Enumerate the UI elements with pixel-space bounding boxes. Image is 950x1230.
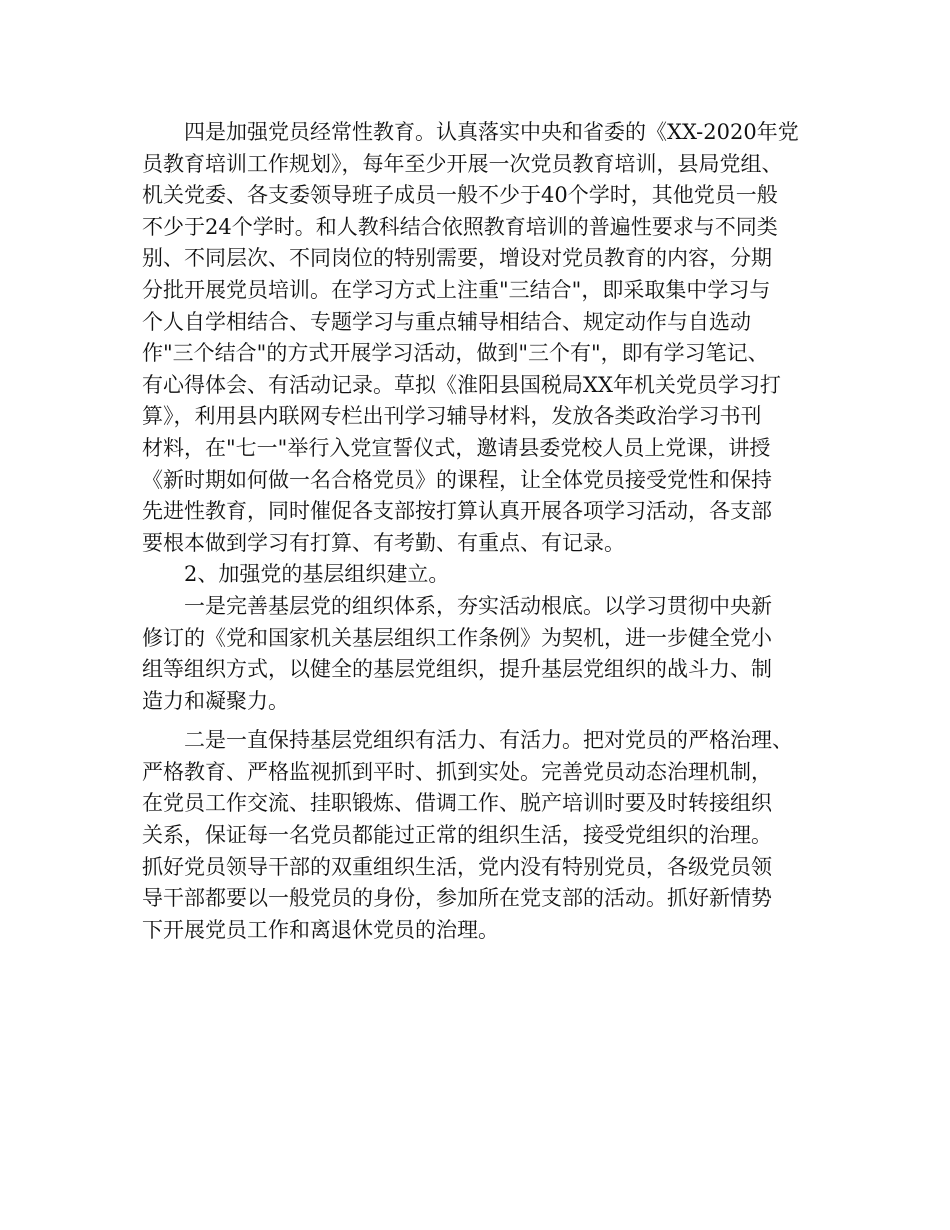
text-line: 关系，保证每一名党员都能过正常的组织生活，接受党组织的治理。	[142, 823, 772, 848]
text-line: 抓好党员领导干部的双重组织生活，党内没有特别党员，各级党员领	[142, 854, 772, 879]
text-line: 在党员工作交流、挂职锻炼、借调工作、脱产培训时要及时转接组织	[142, 791, 772, 816]
text-line: 造力和凝聚力。	[142, 688, 289, 713]
text-line: 材料，在"七一"举行入党宣誓仪式，邀请县委党校人员上党课，讲授	[142, 435, 771, 460]
text-line: 修订的《党和国家机关基层组织工作条例》为契机，进一步健全党小	[142, 625, 772, 650]
document-body	[142, 117, 832, 946]
text-line: 别、不同层次、不同岗位的特别需要，增设对党员教育的内容，分期	[142, 246, 772, 271]
paragraph-organization-system	[142, 591, 832, 717]
paragraph-party-education	[142, 117, 832, 559]
text-line: 个人自学相结合、专题学习与重点辅导相结合、规定动作与自选动	[142, 309, 751, 334]
text-line: 作"三个结合"的方式开展学习活动，做到"三个有"，即有学习笔记、	[142, 341, 769, 366]
text-line: 要根本做到学习有打算、有考勤、有重点、有记录。	[142, 530, 625, 555]
text-line: 一是完善基层党的组织体系，夯实活动根底。以学习贯彻中央新	[184, 593, 772, 618]
text-line: 四是加强党员经常性教育。认真落实中央和省委的《XX-2020年党	[184, 120, 799, 144]
text-line: 导干部都要以一般党员的身份，参加所在党支部的活动。抓好新情势	[142, 886, 772, 911]
paragraph-organization-vitality	[142, 725, 832, 946]
text-line: 有心得体会、有活动记录。草拟《淮阳县国税局XX年机关党员学习打	[142, 372, 781, 397]
text-line: 《新时期如何做一名合格党员》的课程，让全体党员接受党性和保持	[142, 467, 772, 492]
text-line: 下开展党员工作和离退休党员的治理。	[142, 917, 499, 942]
section-heading: 2、加强党的基层组织建立。	[184, 562, 450, 587]
text-line: 员教育培训工作规划》，每年至少开展一次党员教育培训，县局党组、	[142, 151, 783, 176]
text-line: 组等组织方式，以健全的基层党组织，提升基层党组织的战斗力、制	[142, 657, 772, 682]
text-line: 严格教育、严格监视抓到平时、抓到实处。完善党员动态治理机制，	[142, 759, 772, 784]
section-heading-grassroots	[142, 559, 832, 591]
paragraph-gap	[142, 717, 832, 725]
text-line: 算》，利用县内联网专栏出刊学习辅导材料，发放各类政治学习书刊	[142, 404, 762, 429]
text-line: 分批开展党员培训。在学习方式上注重"三结合"，即采取集中学习与	[142, 277, 771, 302]
text-line: 不少于24个学时。和人教科结合依照教育培训的普遍性要求与不同类	[142, 214, 778, 239]
text-line: 二是一直保持基层党组织有活力、有活力。把对党员的严格治理、	[184, 728, 793, 753]
text-line: 机关党委、各支委领导班子成员一般不少于40个学时，其他党员一般	[142, 183, 778, 208]
text-line: 先进性教育，同时催促各支部按打算认真开展各项学习活动，各支部	[142, 499, 772, 524]
